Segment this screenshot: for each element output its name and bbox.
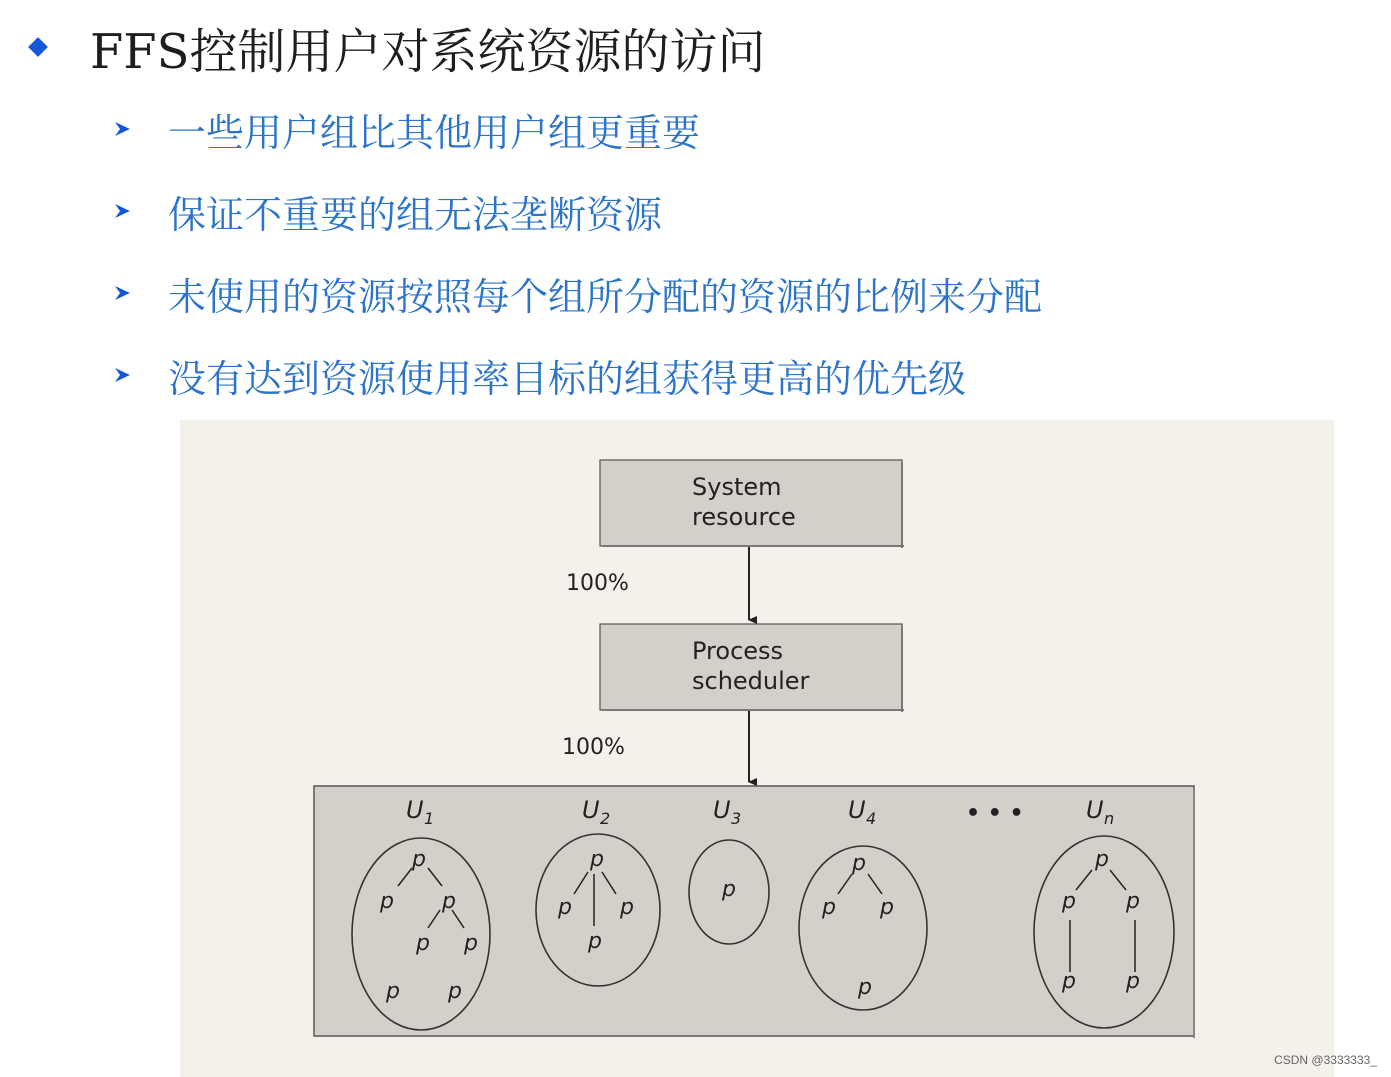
process-scheduler-line2: scheduler	[692, 667, 810, 695]
footer-credit: CSDN @3333333_	[1274, 1053, 1377, 1067]
process-scheduler-box	[600, 624, 904, 712]
diagram-svg	[180, 420, 1334, 1077]
group-label-sub: 1	[424, 809, 435, 828]
group-label-sub: 3	[731, 809, 742, 828]
bullet-item	[112, 170, 1212, 252]
process-node: p	[380, 889, 394, 914]
edge-label-bottom: 100%	[562, 735, 625, 760]
bullet-text: 一些用户组比其他用户组更重要	[168, 110, 701, 155]
group-label-letter: U	[1086, 796, 1104, 824]
title-text: FFS控制用户对系统资源的访问	[90, 23, 766, 80]
system-resource-line2: resource	[692, 503, 796, 531]
process-node: p	[858, 975, 872, 1000]
process-node: p	[558, 895, 572, 920]
process-node: p	[822, 895, 836, 920]
process-node: p	[464, 931, 478, 956]
process-node: p	[442, 889, 456, 914]
arrow-bullet-icon	[112, 200, 134, 222]
process-node: p	[1062, 969, 1076, 994]
bullet-list	[112, 88, 1212, 416]
bullet-item	[112, 252, 1212, 334]
bullet-item	[112, 334, 1212, 416]
group-label-letter: U	[848, 796, 866, 824]
process-node: p	[412, 847, 426, 872]
system-resource-box	[600, 460, 904, 548]
system-resource-line1: System	[692, 473, 782, 501]
edge-label-top: 100%	[566, 571, 629, 596]
process-node: p	[386, 979, 400, 1004]
process-node: p	[588, 929, 602, 954]
group-label-letter: U	[406, 796, 424, 824]
process-node: p	[722, 877, 736, 902]
group-label-sub: n	[1104, 809, 1115, 828]
arrow-bullet-icon	[112, 118, 134, 140]
process-node: p	[852, 851, 866, 876]
process-node: p	[1095, 847, 1109, 872]
fss-diagram	[180, 420, 1334, 1077]
process-node: p	[880, 895, 894, 920]
process-node: p	[1126, 889, 1140, 914]
diamond-bullet-icon	[28, 37, 48, 57]
arrow-bullet-icon	[112, 364, 134, 386]
bullet-text: 保证不重要的组无法垄断资源	[168, 192, 663, 237]
process-scheduler-line1: Process	[692, 637, 784, 665]
process-node: p	[416, 931, 430, 956]
group-label-letter: U	[713, 796, 731, 824]
groups-ellipsis: • • •	[966, 801, 1024, 826]
slide-title	[28, 12, 766, 82]
bullet-item	[112, 88, 1212, 170]
arrow-bullet-icon	[112, 282, 134, 304]
process-node: p	[448, 979, 462, 1004]
bullet-text: 未使用的资源按照每个组所分配的资源的比例来分配	[168, 274, 1043, 319]
group-label-letter: U	[582, 796, 600, 824]
process-node: p	[1062, 889, 1076, 914]
group-label-sub: 4	[866, 809, 877, 828]
process-node: p	[1126, 969, 1140, 994]
group-label-sub: 2	[600, 809, 611, 828]
process-node: p	[590, 847, 604, 872]
bullet-text: 没有达到资源使用率目标的组获得更高的优先级	[168, 356, 967, 401]
process-node: p	[620, 895, 634, 920]
